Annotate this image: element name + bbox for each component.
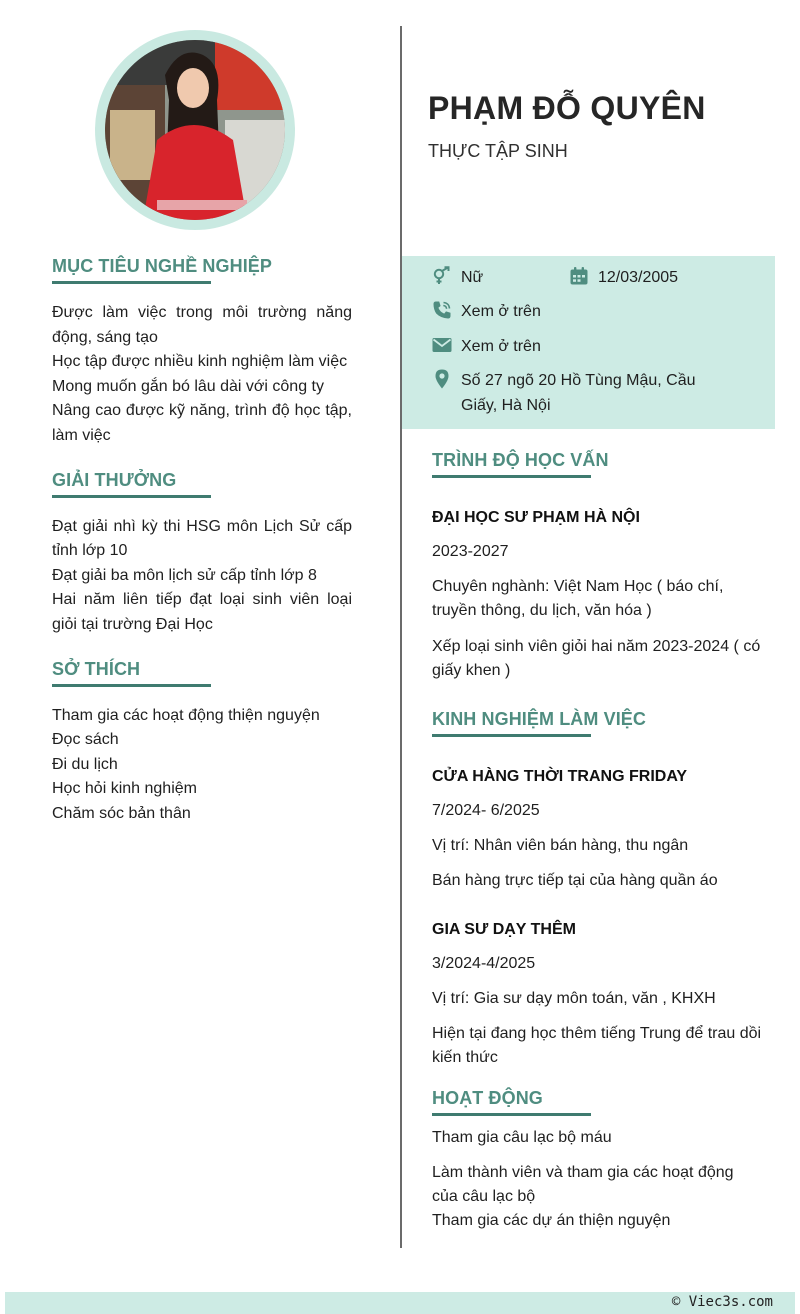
objective-item: Nâng cao được kỹ năng, trình độ học tập, làm việc <box>52 402 352 444</box>
gender-value: Nữ <box>461 269 484 286</box>
job-description: Bán hàng trực tiếp tại của hàng quần áo <box>432 872 718 889</box>
footer-bar <box>5 1292 795 1314</box>
awards-title: GIẢI THƯỞNG <box>52 469 177 490</box>
activity-item: Tham gia câu lạc bộ máu <box>432 1129 612 1146</box>
location-pin-icon <box>432 369 452 389</box>
objective-item: Được làm việc trong môi trường năng động, sáng tạo <box>52 304 352 346</box>
section-underline <box>432 734 591 737</box>
objective-item: Mong muốn gắn bó lâu dài với công ty <box>52 377 324 395</box>
job-position: Vị trí: Nhân viên bán hàng, thu ngân <box>432 837 689 854</box>
objective-section <box>52 256 352 449</box>
address-value: Số 27 ngõ 20 Hồ Tùng Mậu, Cầu Giấy, Hà Nội <box>461 372 696 414</box>
job-description: Hiện tại đang học thêm tiếng Trung để trau dồi kiến thức <box>432 1025 762 1066</box>
gender-icon <box>432 266 452 286</box>
footer-credit: © Viec3s.com <box>671 1294 773 1310</box>
email-value: Xem ở trên <box>461 338 541 355</box>
hobby-item: Đọc sách <box>52 731 119 749</box>
right-column <box>432 450 762 1233</box>
candidate-role: THỰC TẬP SINH <box>428 141 568 161</box>
education-title: TRÌNH ĐỘ HỌC VẤN <box>432 450 609 470</box>
experience-section <box>432 709 762 1070</box>
avatar <box>105 40 285 220</box>
contact-panel <box>402 256 775 429</box>
job-period: 7/2024- 6/2025 <box>432 802 540 819</box>
section-underline <box>52 281 211 284</box>
hobby-item: Học hỏi kinh nghiệm <box>52 780 197 798</box>
email-icon <box>432 335 452 355</box>
section-underline <box>52 684 211 687</box>
section-underline <box>52 495 211 498</box>
education-major: Chuyên nghành: Việt Nam Học ( báo chí, truyền thông, du lịch, văn hóa ) <box>432 578 724 619</box>
awards-section <box>52 470 352 638</box>
education-ranking: Xếp loại sinh viên giỏi hai năm 2023-2024 ( có giấy khen ) <box>432 638 761 679</box>
objective-item: Học tập được nhiều kinh nghiệm làm việc <box>52 353 348 371</box>
job-period: 3/2024-4/2025 <box>432 955 536 972</box>
activities-title: HOẠT ĐỘNG <box>432 1088 543 1108</box>
birthday-row <box>569 265 678 290</box>
job-company: GIA SƯ DẠY THÊM <box>432 921 576 938</box>
award-item: Hai năm liên tiếp đạt loại sinh viên loại giỏi tại trường Đại Học <box>52 591 352 633</box>
column-divider <box>400 26 402 1248</box>
hobby-item: Chăm sóc bản thân <box>52 804 191 822</box>
candidate-name: PHẠM ĐỖ QUYÊN <box>428 90 706 126</box>
email-row <box>432 334 541 359</box>
objective-title: MỤC TIÊU NGHỀ NGHIỆP <box>52 256 273 276</box>
address-row <box>432 368 732 418</box>
education-section <box>432 450 762 683</box>
hobbies-section <box>52 659 352 827</box>
hobby-item: Đi du lịch <box>52 755 118 773</box>
hobbies-title: SỞ THÍCH <box>52 658 141 679</box>
gender-row <box>432 265 483 290</box>
activity-item: Làm thành viên và tham gia các hoạt động của câu lạc bộ <box>432 1164 734 1205</box>
activities-section <box>432 1088 762 1233</box>
section-underline <box>432 1113 591 1116</box>
birthday-value: 12/03/2005 <box>598 269 679 286</box>
school-name: ĐẠI HỌC SƯ PHẠM HÀ NỘI <box>432 509 640 526</box>
experience-title: KINH NGHIỆM LÀM VIỆC <box>432 709 647 729</box>
section-underline <box>432 475 591 478</box>
phone-icon <box>432 300 452 320</box>
job-position: Vị trí: Gia sư dạy môn toán, văn , KHXH <box>432 990 716 1007</box>
education-period: 2023-2027 <box>432 543 509 560</box>
award-item: Đạt giải ba môn lịch sử cấp tỉnh lớp 8 <box>52 566 317 584</box>
award-item: Đạt giải nhì kỳ thi HSG môn Lịch Sử cấp tỉnh lớp 10 <box>52 517 352 560</box>
avatar-ring <box>95 30 295 230</box>
phone-value: Xem ở trên <box>461 303 541 320</box>
left-column <box>52 256 352 848</box>
calendar-icon <box>569 266 589 286</box>
avatar-photo <box>105 40 285 220</box>
phone-row <box>432 299 541 324</box>
job-company: CỬA HÀNG THỜI TRANG FRIDAY <box>432 768 688 785</box>
hobby-item: Tham gia các hoạt động thiện nguyện <box>52 706 320 724</box>
activity-item: Tham gia các dự án thiện nguyện <box>432 1212 671 1229</box>
